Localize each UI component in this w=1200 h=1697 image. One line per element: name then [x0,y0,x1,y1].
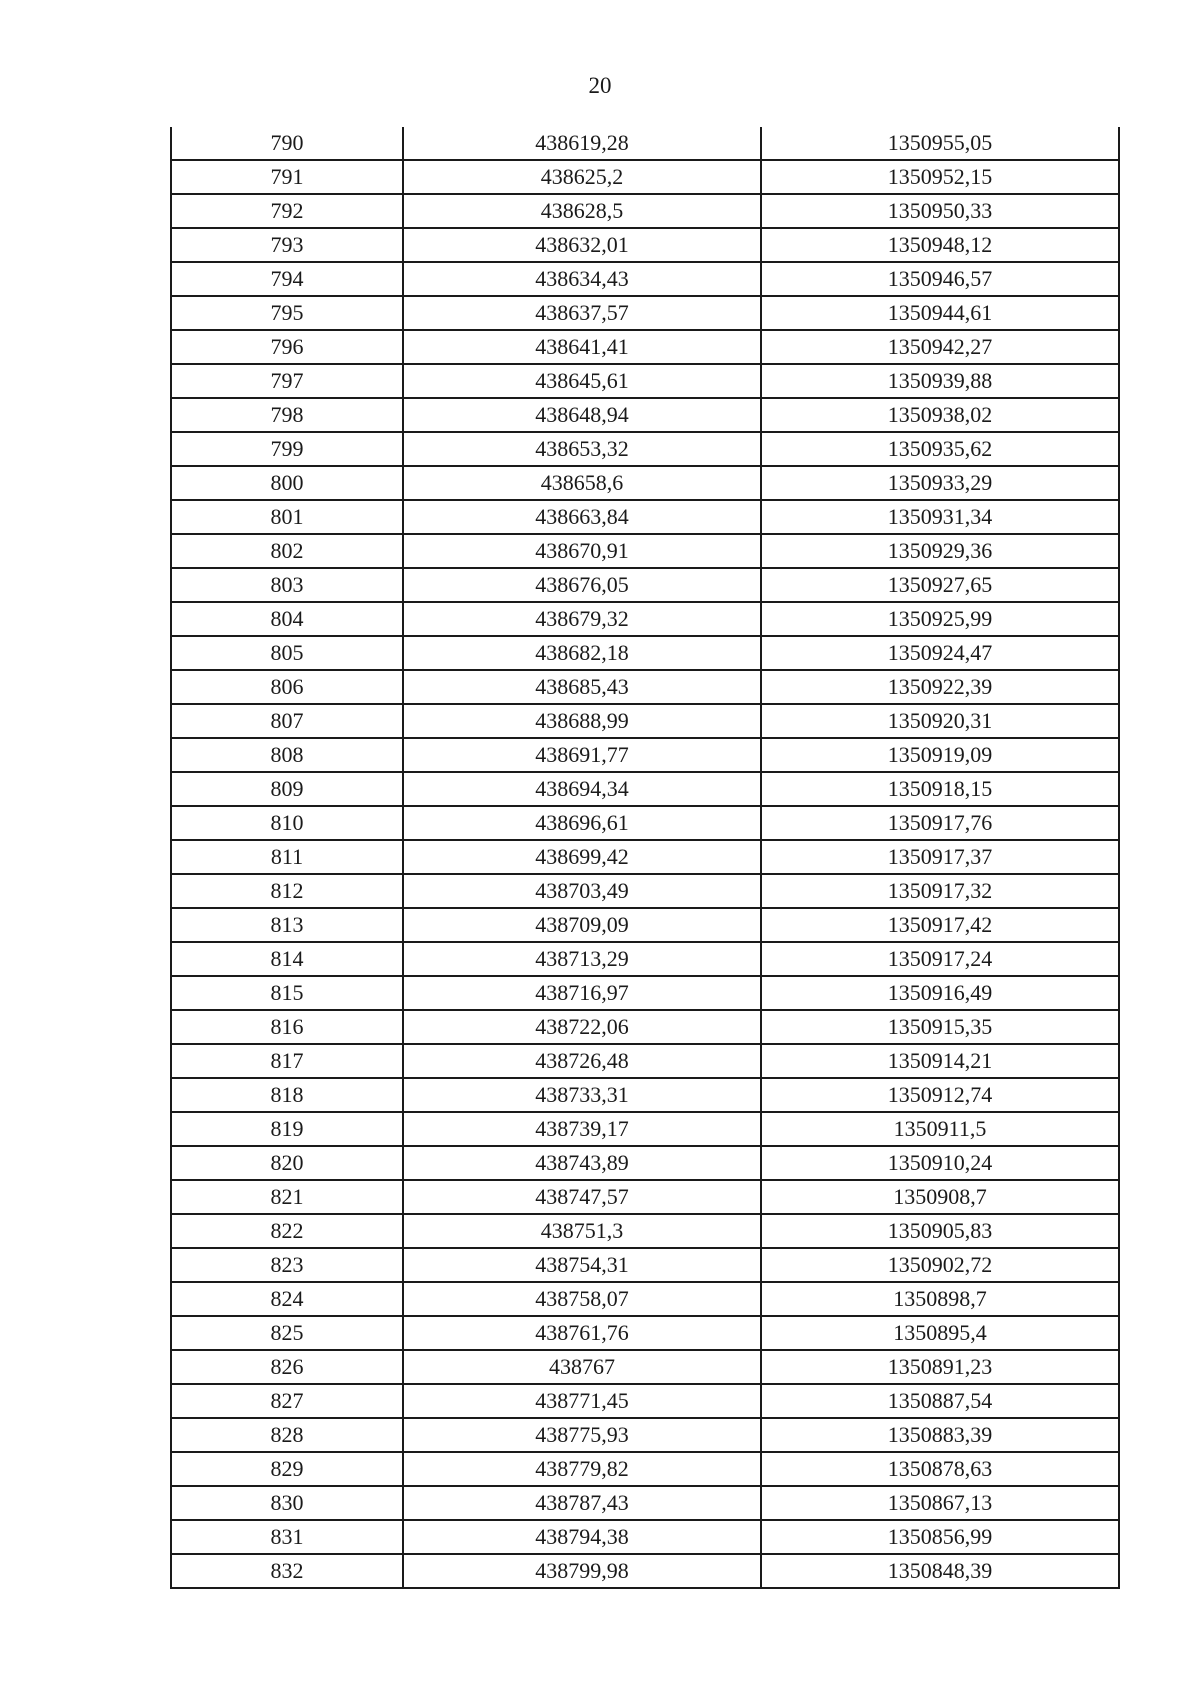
coordinates-table-body [171,127,1119,1588]
point-number-cell: 801 [171,500,403,534]
x-coordinate-cell: 438799,98 [403,1554,761,1588]
y-coordinate-cell: 1350910,24 [761,1146,1119,1180]
table-row [171,228,1119,262]
x-coordinate-cell: 438726,48 [403,1044,761,1078]
y-coordinate-cell: 1350952,15 [761,160,1119,194]
point-number-cell: 816 [171,1010,403,1044]
y-coordinate-cell: 1350931,34 [761,500,1119,534]
point-number-cell: 832 [171,1554,403,1588]
table-row [171,772,1119,806]
point-number-cell: 828 [171,1418,403,1452]
point-number-cell: 807 [171,704,403,738]
point-number-cell: 793 [171,228,403,262]
x-coordinate-cell: 438709,09 [403,908,761,942]
point-number-cell: 823 [171,1248,403,1282]
point-number-cell: 800 [171,466,403,500]
table-row [171,1112,1119,1146]
table-row [171,1316,1119,1350]
point-number-cell: 790 [171,127,403,160]
point-number-cell: 805 [171,636,403,670]
x-coordinate-cell: 438670,91 [403,534,761,568]
y-coordinate-cell: 1350911,5 [761,1112,1119,1146]
x-coordinate-cell: 438658,6 [403,466,761,500]
x-coordinate-cell: 438696,61 [403,806,761,840]
x-coordinate-cell: 438775,93 [403,1418,761,1452]
table-row [171,1010,1119,1044]
table-row [171,1520,1119,1554]
y-coordinate-cell: 1350891,23 [761,1350,1119,1384]
table-row [171,738,1119,772]
x-coordinate-cell: 438747,57 [403,1180,761,1214]
y-coordinate-cell: 1350898,7 [761,1282,1119,1316]
x-coordinate-cell: 438676,05 [403,568,761,602]
table-row [171,840,1119,874]
point-number-cell: 798 [171,398,403,432]
point-number-cell: 818 [171,1078,403,1112]
y-coordinate-cell: 1350902,72 [761,1248,1119,1282]
x-coordinate-cell: 438663,84 [403,500,761,534]
table-row [171,296,1119,330]
y-coordinate-cell: 1350895,4 [761,1316,1119,1350]
y-coordinate-cell: 1350925,99 [761,602,1119,636]
point-number-cell: 792 [171,194,403,228]
x-coordinate-cell: 438699,42 [403,840,761,874]
y-coordinate-cell: 1350919,09 [761,738,1119,772]
x-coordinate-cell: 438679,32 [403,602,761,636]
x-coordinate-cell: 438645,61 [403,364,761,398]
point-number-cell: 827 [171,1384,403,1418]
point-number-cell: 824 [171,1282,403,1316]
x-coordinate-cell: 438641,41 [403,330,761,364]
x-coordinate-cell: 438758,07 [403,1282,761,1316]
table-row [171,704,1119,738]
table-row [171,1554,1119,1588]
table-row [171,534,1119,568]
x-coordinate-cell: 438743,89 [403,1146,761,1180]
table-row [171,1248,1119,1282]
table-row [171,194,1119,228]
table-row [171,568,1119,602]
x-coordinate-cell: 438632,01 [403,228,761,262]
point-number-cell: 795 [171,296,403,330]
point-number-cell: 794 [171,262,403,296]
table-row [171,976,1119,1010]
y-coordinate-cell: 1350917,76 [761,806,1119,840]
y-coordinate-cell: 1350867,13 [761,1486,1119,1520]
y-coordinate-cell: 1350914,21 [761,1044,1119,1078]
x-coordinate-cell: 438682,18 [403,636,761,670]
y-coordinate-cell: 1350917,42 [761,908,1119,942]
point-number-cell: 831 [171,1520,403,1554]
point-number-cell: 811 [171,840,403,874]
x-coordinate-cell: 438634,43 [403,262,761,296]
x-coordinate-cell: 438713,29 [403,942,761,976]
point-number-cell: 813 [171,908,403,942]
point-number-cell: 804 [171,602,403,636]
x-coordinate-cell: 438694,34 [403,772,761,806]
point-number-cell: 796 [171,330,403,364]
coordinates-table [170,127,1120,1589]
y-coordinate-cell: 1350938,02 [761,398,1119,432]
table-row [171,1180,1119,1214]
y-coordinate-cell: 1350883,39 [761,1418,1119,1452]
y-coordinate-cell: 1350929,36 [761,534,1119,568]
table-row [171,942,1119,976]
table-row [171,602,1119,636]
x-coordinate-cell: 438751,3 [403,1214,761,1248]
y-coordinate-cell: 1350917,24 [761,942,1119,976]
table-row [171,1384,1119,1418]
point-number-cell: 822 [171,1214,403,1248]
y-coordinate-cell: 1350924,47 [761,636,1119,670]
x-coordinate-cell: 438794,38 [403,1520,761,1554]
point-number-cell: 829 [171,1452,403,1486]
point-number-cell: 802 [171,534,403,568]
table-row [171,1486,1119,1520]
point-number-cell: 825 [171,1316,403,1350]
y-coordinate-cell: 1350942,27 [761,330,1119,364]
point-number-cell: 814 [171,942,403,976]
point-number-cell: 806 [171,670,403,704]
x-coordinate-cell: 438733,31 [403,1078,761,1112]
point-number-cell: 812 [171,874,403,908]
y-coordinate-cell: 1350917,32 [761,874,1119,908]
table-row [171,1418,1119,1452]
table-row [171,1350,1119,1384]
x-coordinate-cell: 438787,43 [403,1486,761,1520]
x-coordinate-cell: 438691,77 [403,738,761,772]
y-coordinate-cell: 1350933,29 [761,466,1119,500]
x-coordinate-cell: 438685,43 [403,670,761,704]
page-number: 20 [588,73,612,98]
point-number-cell: 821 [171,1180,403,1214]
y-coordinate-cell: 1350905,83 [761,1214,1119,1248]
x-coordinate-cell: 438625,2 [403,160,761,194]
point-number-cell: 799 [171,432,403,466]
x-coordinate-cell: 438628,5 [403,194,761,228]
x-coordinate-cell: 438779,82 [403,1452,761,1486]
y-coordinate-cell: 1350927,65 [761,568,1119,602]
y-coordinate-cell: 1350950,33 [761,194,1119,228]
point-number-cell: 830 [171,1486,403,1520]
table-row [171,364,1119,398]
point-number-cell: 826 [171,1350,403,1384]
y-coordinate-cell: 1350946,57 [761,262,1119,296]
x-coordinate-cell: 438767 [403,1350,761,1384]
y-coordinate-cell: 1350955,05 [761,127,1119,160]
x-coordinate-cell: 438637,57 [403,296,761,330]
x-coordinate-cell: 438688,99 [403,704,761,738]
y-coordinate-cell: 1350944,61 [761,296,1119,330]
table-row [171,806,1119,840]
y-coordinate-cell: 1350912,74 [761,1078,1119,1112]
table-row [171,874,1119,908]
point-number-cell: 809 [171,772,403,806]
point-number-cell: 817 [171,1044,403,1078]
table-row [171,1044,1119,1078]
y-coordinate-cell: 1350920,31 [761,704,1119,738]
point-number-cell: 808 [171,738,403,772]
table-row [171,1078,1119,1112]
y-coordinate-cell: 1350908,7 [761,1180,1119,1214]
x-coordinate-cell: 438703,49 [403,874,761,908]
x-coordinate-cell: 438716,97 [403,976,761,1010]
table-row [171,1214,1119,1248]
y-coordinate-cell: 1350935,62 [761,432,1119,466]
table-row [171,160,1119,194]
point-number-cell: 815 [171,976,403,1010]
y-coordinate-cell: 1350948,12 [761,228,1119,262]
x-coordinate-cell: 438648,94 [403,398,761,432]
y-coordinate-cell: 1350917,37 [761,840,1119,874]
y-coordinate-cell: 1350916,49 [761,976,1119,1010]
table-row [171,670,1119,704]
table-row [171,432,1119,466]
y-coordinate-cell: 1350856,99 [761,1520,1119,1554]
table-row [171,1452,1119,1486]
y-coordinate-cell: 1350887,54 [761,1384,1119,1418]
y-coordinate-cell: 1350939,88 [761,364,1119,398]
point-number-cell: 810 [171,806,403,840]
x-coordinate-cell: 438653,32 [403,432,761,466]
x-coordinate-cell: 438761,76 [403,1316,761,1350]
table-row [171,500,1119,534]
point-number-cell: 820 [171,1146,403,1180]
table-row [171,466,1119,500]
table-row [171,262,1119,296]
x-coordinate-cell: 438771,45 [403,1384,761,1418]
point-number-cell: 791 [171,160,403,194]
x-coordinate-cell: 438619,28 [403,127,761,160]
y-coordinate-cell: 1350848,39 [761,1554,1119,1588]
x-coordinate-cell: 438739,17 [403,1112,761,1146]
y-coordinate-cell: 1350918,15 [761,772,1119,806]
table-row [171,330,1119,364]
x-coordinate-cell: 438722,06 [403,1010,761,1044]
table-row [171,1282,1119,1316]
table-row [171,636,1119,670]
y-coordinate-cell: 1350922,39 [761,670,1119,704]
point-number-cell: 819 [171,1112,403,1146]
y-coordinate-cell: 1350915,35 [761,1010,1119,1044]
y-coordinate-cell: 1350878,63 [761,1452,1119,1486]
table-row [171,1146,1119,1180]
point-number-cell: 797 [171,364,403,398]
table-row [171,398,1119,432]
table-row [171,127,1119,160]
table-row [171,908,1119,942]
point-number-cell: 803 [171,568,403,602]
x-coordinate-cell: 438754,31 [403,1248,761,1282]
